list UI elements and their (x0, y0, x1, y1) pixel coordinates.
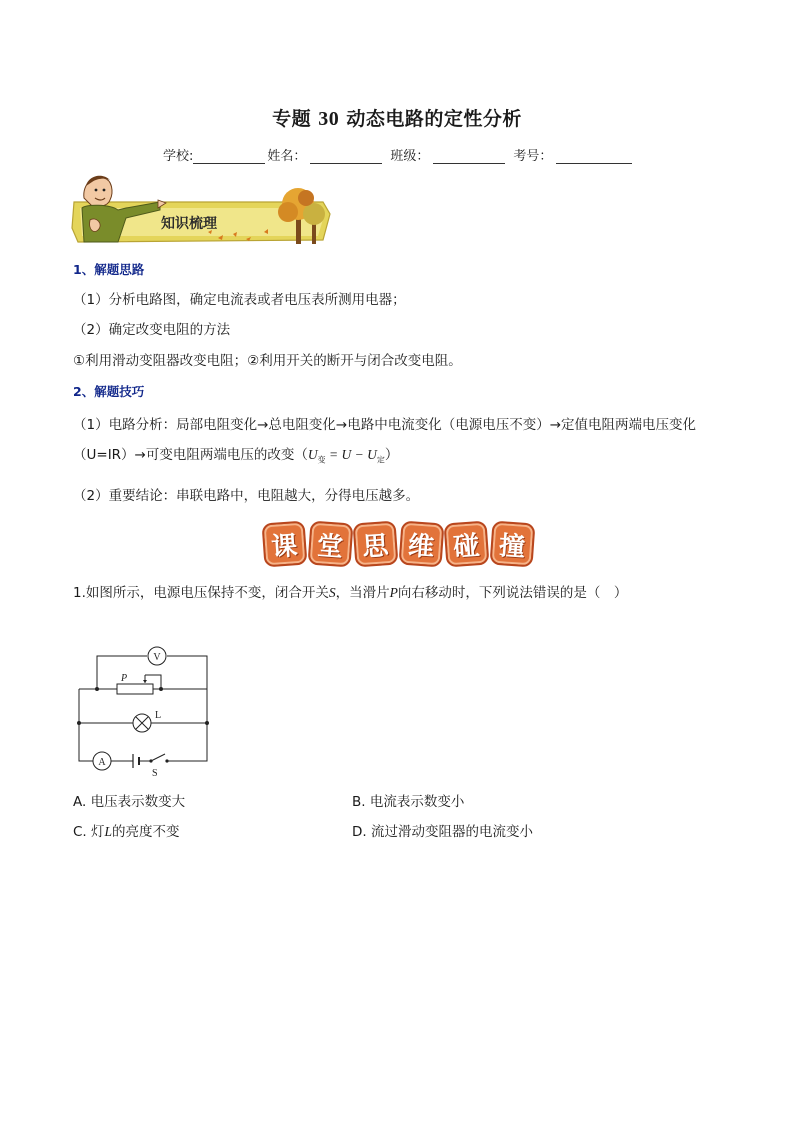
question-1: 1.如图所示，电源电压保持不变，闭合开关S，当滑片P向右移动时，下列说法错误的是（ ） (73, 585, 628, 601)
junction-dot (95, 687, 99, 691)
junction-dot (77, 721, 81, 725)
option-d[interactable]: D. 流过滑动变阻器的电流变小 (352, 824, 533, 840)
svg-text:V: V (153, 652, 161, 663)
technique-analysis-text: （1）电路分析：局部电阻变化→总电阻变化→电路中电流变化（电源电压不变）→定值电阻两端电压变化（U=IR）→可变电阻两端电压的改变（ (73, 417, 697, 463)
voltmeter-icon (148, 647, 166, 665)
class-label: 班级： (390, 149, 430, 164)
page-title (0, 104, 794, 131)
knowledge-banner (68, 168, 333, 246)
banner-char: 思 (353, 521, 398, 568)
title-number: 30 (318, 108, 340, 130)
slider-label: P (121, 673, 128, 684)
approach-step-2: （2）确定改变电阻的方法 (73, 322, 231, 338)
option-b[interactable]: B. 电流表示数变小 (352, 794, 465, 810)
section-heading-approach: 1、解题思路 (73, 262, 145, 277)
banner-label: 知识梳理 (161, 216, 217, 232)
name-field[interactable] (310, 149, 382, 164)
exam-no-field[interactable] (556, 149, 632, 164)
school-label: 学校: (163, 149, 194, 164)
school-field[interactable] (193, 149, 265, 164)
option-c[interactable]: C. 灯L的亮度不变 (73, 824, 180, 840)
approach-step-1: （1）分析电路图，确定电流表或者电压表所测用电器； (73, 292, 406, 308)
banner-char: 维 (398, 521, 443, 568)
name-label: 姓名： (267, 149, 307, 164)
battery-icon (133, 754, 139, 768)
class-field[interactable] (433, 149, 505, 164)
junction-dot (159, 687, 163, 691)
ammeter-icon (93, 752, 111, 770)
switch-label: S (152, 768, 158, 778)
svg-text:L: L (155, 710, 162, 721)
voltage-formula: $U_变 = U - U_定$ (307, 447, 385, 465)
banner-char: 堂 (307, 521, 352, 568)
approach-methods: ①利用滑动变阻器改变电阻；②利用开关的断开与闭合改变电阻。 (73, 353, 462, 369)
banner-char: 碰 (444, 521, 489, 568)
student-info-row (163, 145, 634, 164)
circuit-diagram (75, 643, 210, 778)
title-prefix: 专题 (272, 108, 312, 130)
banner-char: 课 (262, 521, 307, 568)
technique-conclusion: （2）重要结论：串联电路中，电阻越大，分得电压越多。 (73, 488, 420, 504)
exam-no-label: 考号： (513, 149, 553, 164)
svg-text:A: A (98, 757, 106, 768)
option-a[interactable]: A. 电压表示数变大 (73, 794, 186, 810)
title-text: 动态电路的定性分析 (346, 108, 522, 130)
technique-analysis: （1）电路分析：局部电阻变化→总电阻变化→电路中电流变化（电源电压不变）→定值电阻两端电压变化（U=IR）→可变电阻两端电压的改变$(U_变 = U - U_定)$ (73, 417, 697, 465)
classroom-thinking-banner (263, 522, 533, 566)
junction-dot (205, 721, 209, 725)
lamp-icon (133, 710, 161, 732)
section-heading-techniques: 2、解题技巧 (73, 384, 145, 399)
banner-char: 撞 (489, 521, 534, 568)
